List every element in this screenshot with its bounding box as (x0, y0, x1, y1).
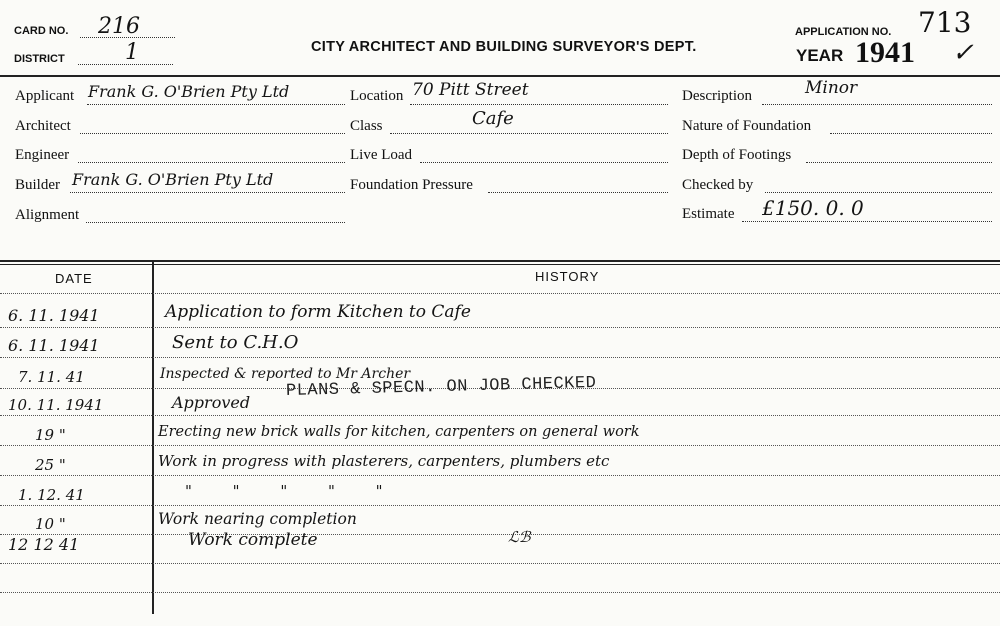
depth-of-footings-label: Depth of Footings (682, 147, 792, 163)
estimate-dots (742, 221, 992, 222)
department-title: CITY ARCHITECT AND BUILDING SURVEYOR'S DEPT. (311, 39, 697, 55)
history-header: HISTORY (535, 269, 600, 284)
live-load-label: Live Load (350, 147, 413, 163)
class-value: Cafe (472, 108, 514, 129)
date-column-divider (152, 262, 154, 614)
application-no-value: 713 (918, 6, 972, 39)
table-row-date: 10 " (35, 515, 66, 533)
year-label: YEAR (796, 46, 844, 65)
architect-label: Architect (15, 118, 71, 134)
builder-label: Builder (15, 177, 60, 193)
table-row-history: Application to form Kitchen to Cafe (165, 302, 471, 322)
description-label: Description (682, 88, 752, 104)
foundation-pressure-dots (488, 192, 668, 193)
nature-of-foundation-dots (830, 133, 992, 134)
table-row-history: " " " " " (185, 482, 401, 500)
applicant-dots (87, 104, 345, 105)
table-row-date: 12 12 41 (8, 535, 80, 554)
estimate-value: £150. 0. 0 (762, 196, 864, 220)
card-no-value: 216 (98, 14, 140, 39)
row-rule (0, 327, 1000, 328)
table-row-history: Work nearing completion (158, 510, 357, 528)
header-divider (0, 75, 1000, 77)
table-row-date: 10. 11. 1941 (8, 396, 104, 414)
row-rule (0, 357, 1000, 358)
class-dots (390, 133, 668, 134)
card-no-label: CARD NO. (14, 25, 69, 37)
table-row-date: 7. 11. 41 (18, 368, 85, 386)
application-no-label: APPLICATION NO. (795, 26, 892, 38)
estimate-label: Estimate (682, 206, 735, 222)
location-dots (410, 104, 668, 105)
checked-by-label: Checked by (682, 177, 754, 193)
row-rule (0, 592, 1000, 593)
alignment-dots (86, 222, 345, 223)
builder-dots (70, 192, 345, 193)
applicant-label: Applicant (15, 88, 75, 104)
row-rule (0, 505, 1000, 506)
engineer-dots (78, 162, 345, 163)
table-row-date: 25 " (35, 456, 66, 474)
class-label: Class (350, 118, 383, 134)
table-row-date: 19 " (35, 426, 66, 444)
table-top-rule (0, 260, 1000, 262)
table-row-history: Work complete (188, 530, 318, 550)
table-row-date: 6. 11. 1941 (8, 306, 100, 325)
table-row-history: Inspected & reported to Mr Archer (160, 366, 411, 382)
checked-by-dots (765, 192, 992, 193)
date-header: DATE (55, 271, 93, 286)
initials-signature: ℒℬ (508, 528, 531, 546)
table-top-rule-inner (0, 264, 1000, 265)
location-label: Location (350, 88, 404, 104)
depth-of-footings-dots (806, 162, 992, 163)
engineer-label: Engineer (15, 147, 70, 163)
table-row-date: 6. 11. 1941 (8, 336, 100, 355)
row-rule (0, 445, 1000, 446)
builder-value: Frank G. O'Brien Pty Ltd (72, 170, 274, 189)
live-load-dots (420, 162, 668, 163)
check-mark: ✓ (952, 38, 974, 68)
row-rule (0, 475, 1000, 476)
location-value: 70 Pitt Street (412, 80, 529, 100)
row-rule (0, 534, 1000, 535)
table-row-history: Erecting new brick walls for kitchen, carpenters on general work (158, 424, 640, 440)
nature-of-foundation-label: Nature of Foundation (682, 118, 812, 134)
table-row-date: 1. 12. 41 (18, 486, 85, 504)
year-value: 1941 (855, 36, 915, 69)
plans-checked-stamp: PLANS & SPECN. ON JOB CHECKED (285, 373, 597, 402)
row-rule (0, 415, 1000, 416)
description-value: Minor (805, 78, 858, 98)
district-value: 1 (125, 40, 139, 65)
alignment-label: Alignment (15, 207, 80, 223)
applicant-value: Frank G. O'Brien Pty Ltd (88, 82, 290, 101)
row-rule (0, 563, 1000, 564)
row-rule (0, 293, 1000, 294)
description-dots (762, 104, 992, 105)
table-row-history: Sent to C.H.O (172, 332, 299, 353)
table-row-history: Work in progress with plasterers, carpenters, plumbers etc (158, 452, 610, 470)
table-row-history: Approved (172, 393, 251, 412)
district-label: DISTRICT (14, 53, 65, 65)
foundation-pressure-label: Foundation Pressure (350, 177, 473, 193)
architect-dots (80, 133, 345, 134)
